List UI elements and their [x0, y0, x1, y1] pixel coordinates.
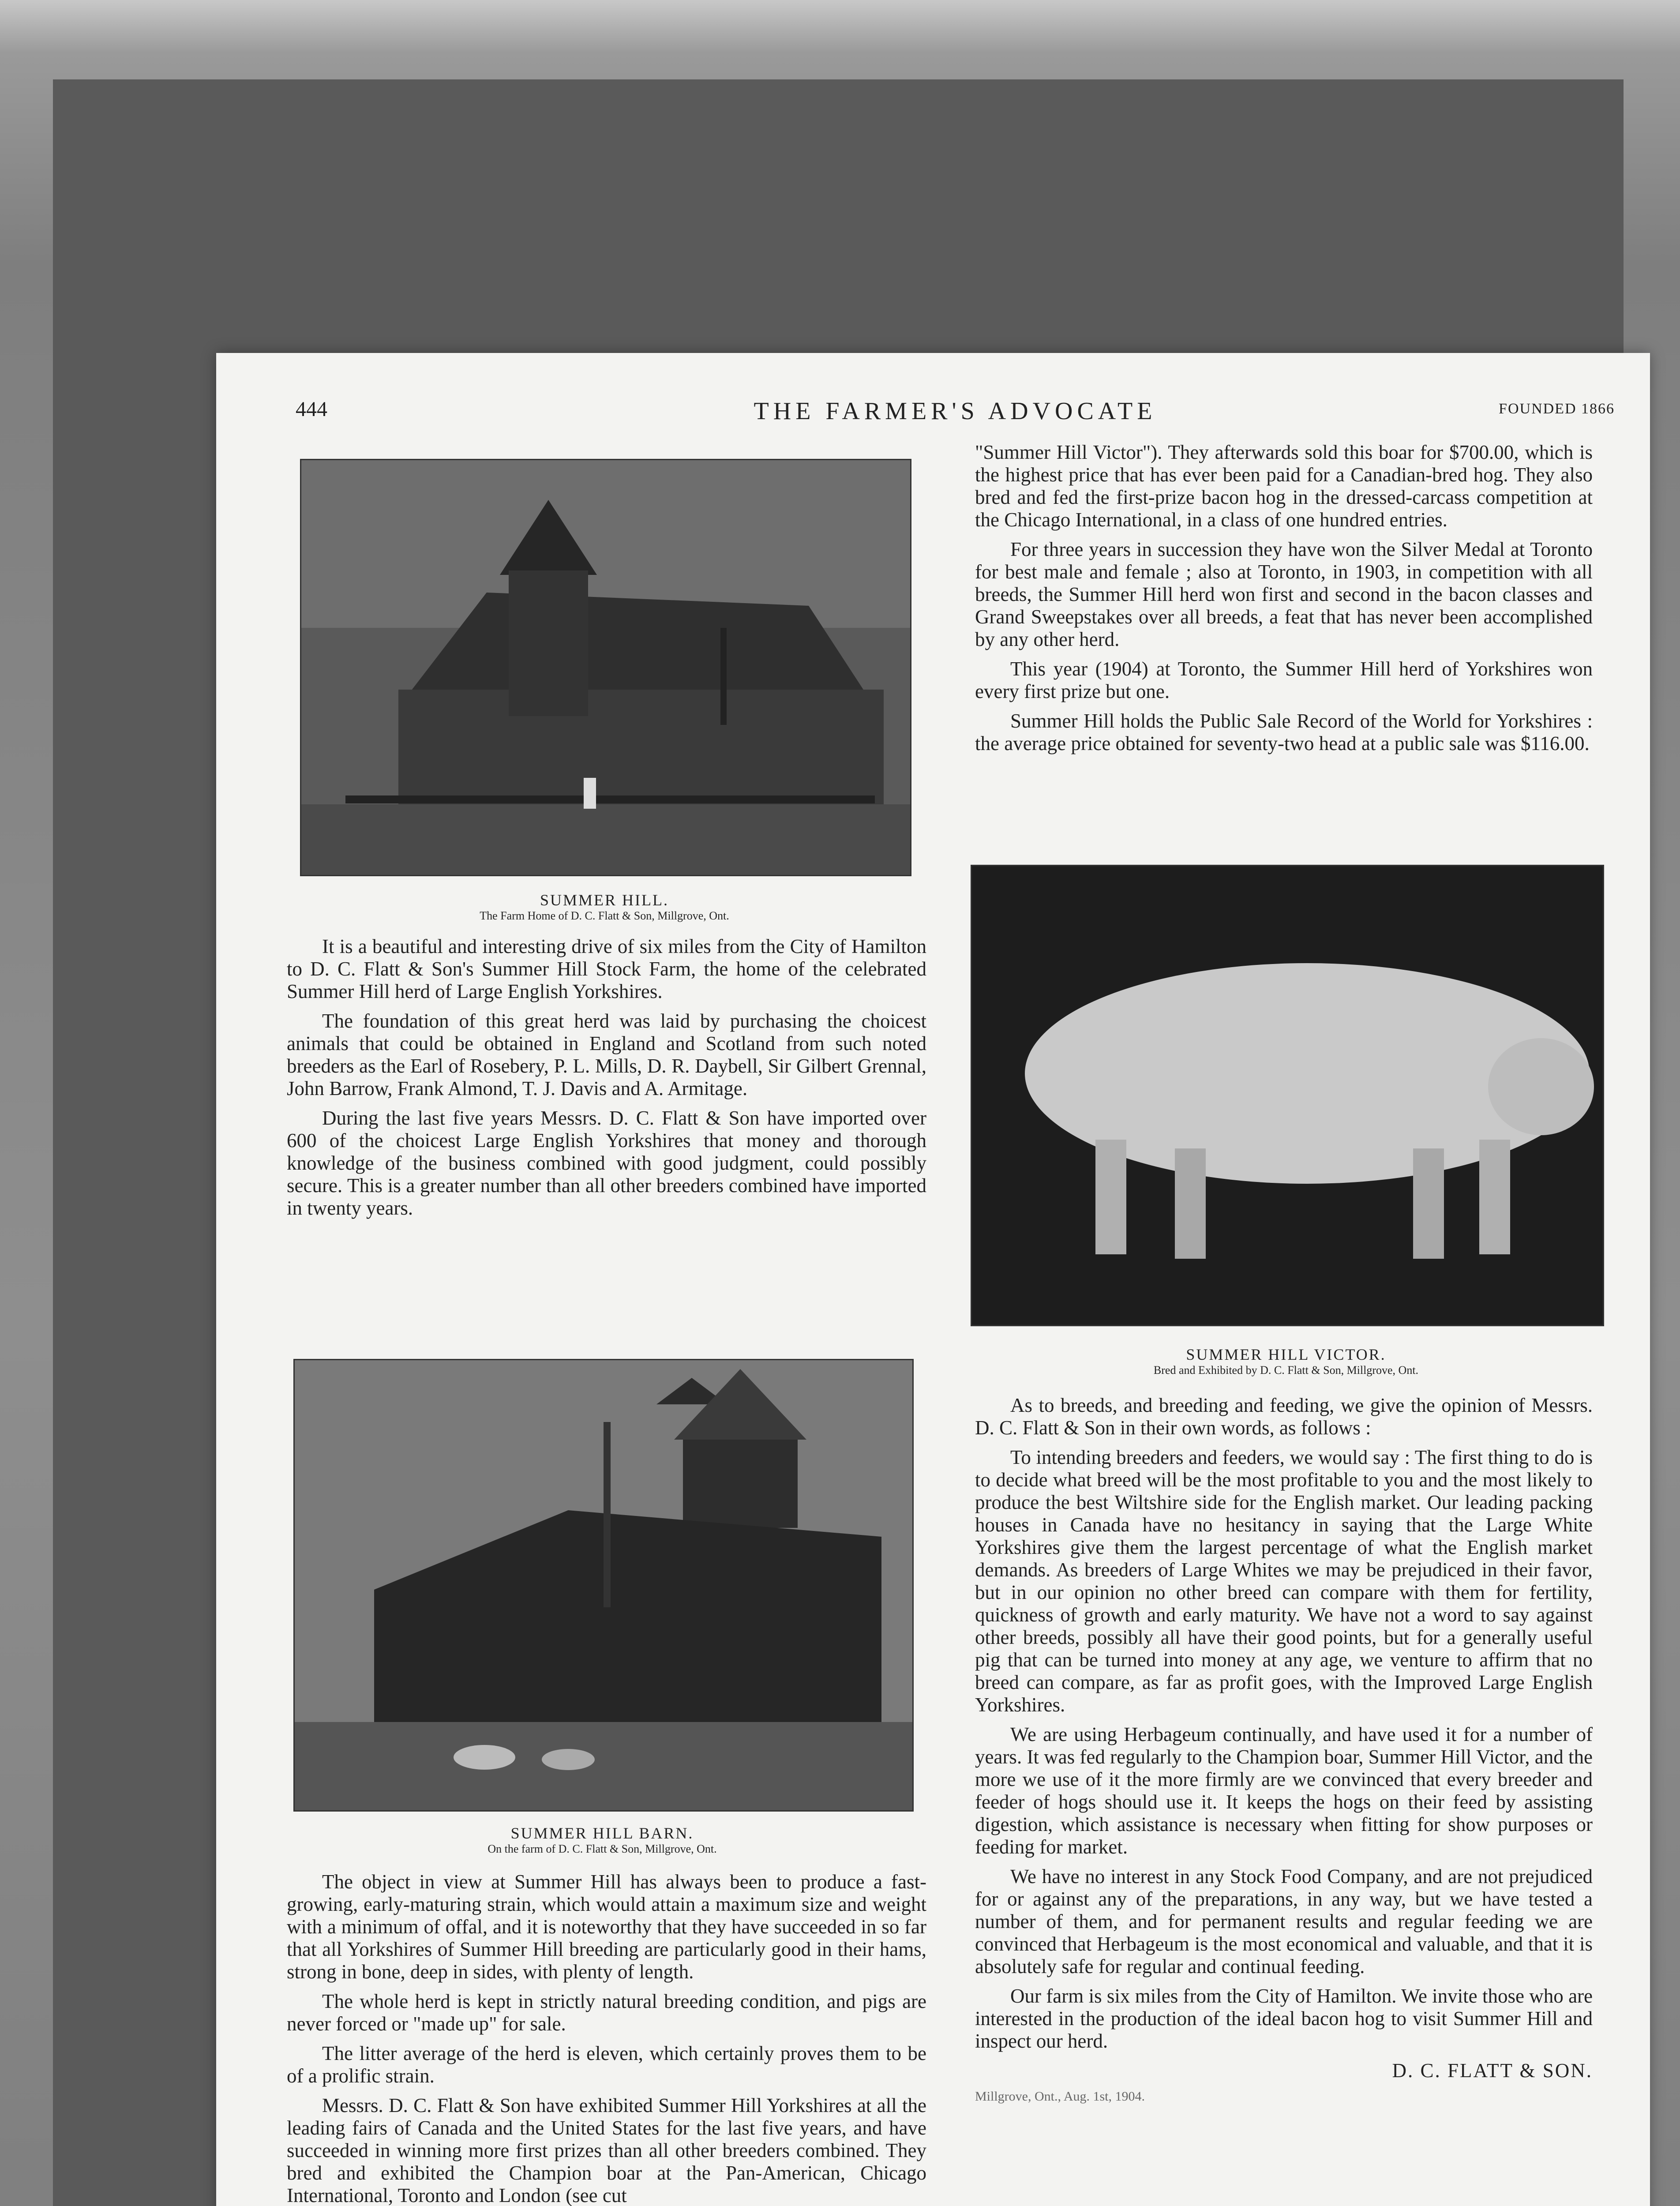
caption-title: SUMMER HILL BARN.: [510, 1824, 694, 1842]
paragraph: To intending breeders and feeders, we would say : The first thing to do is to decide what breed will be the most profitable to you and the most likely to produce the best Wiltshire side for the English market. Our leading packing houses in Canada have no hesitancy in saying that the Large White Yorkshires give them the largest percentage of what the English market demands. As breeders of Large Whites we may be prejudiced in their favor, but in our opinion no other breed can compare with them for fertility, quickness of growth and early maturity. We have not a word to say against other breeds, possibly all have their good points, but for a generally useful pig that can be turned into money at any age, we venture to affirm that no breed can compare, as far as profit goes, with the Improved Large English Yorkshires.: [975, 1446, 1593, 1716]
paragraph: This year (1904) at Toronto, the Summer Hill herd of Yorkshires won every first prize but one.: [975, 658, 1593, 702]
paragraph: Our farm is six miles from the City of Hamilton. We invite those who are interested in the production of the ideal bacon hog to visit Summer Hill and inspect our herd.: [975, 1985, 1593, 2052]
paragraph: The foundation of this great herd was laid by purchasing the choicest animals that could be obtained in England and Scotland from such noted breeders as the Earl of Rosebery, P. L. Mills, D. R. Daybell, Sir Gilbert Grennal, John Barrow, Frank Almond, T. J. Davis and A. Armitage.: [287, 1010, 926, 1099]
paragraph: It is a beautiful and interesting drive of six miles from the City of Hamilton to D. C. Flatt & Son's Summer Hill Stock Farm, the home of the celebrated Summer Hill herd of Large English Yorkshires.: [287, 935, 926, 1002]
farm-house-caption: [300, 891, 909, 923]
paragraph: The whole herd is kept in strictly natural breeding condition, and pigs are never forced or "made up" for sale.: [287, 1990, 926, 2035]
paragraph: For three years in succession they have won the Silver Medal at Toronto for best male and female ; also at Toronto, in 1903, in competition with all breeds, the Summer Hill herd won first and second in the bacon classes and Grand Sweepstakes over all breeds, a feat that has never been accomplished by any other herd.: [975, 538, 1593, 650]
boar-photo: [971, 865, 1604, 1326]
paragraph: Summer Hill holds the Public Sale Record of the World for Yorkshires : the average price obtained for seventy-two head at a public sale was $116.00.: [975, 710, 1593, 754]
signature: D. C. FLATT & SON.: [1392, 2060, 1593, 2082]
paragraph: Messrs. D. C. Flatt & Son have exhibited Summer Hill Yorkshires at all the leading fairs of Canada and the United States for the last five years, and have succeeded in winning more first prizes than all other breeders combined. They bred and exhibited the Champion boar at the Pan-American, Chicago International, Toronto and London (see cut: [287, 2094, 926, 2206]
paragraph: "Summer Hill Victor"). They afterwards sold this boar for $700.00, which is the highest price that has ever been paid for a Canadian-bred hog. They also bred and fed the first-prize bacon hog in the dressed-carcass competition at the Chicago International, in a class of one hundred entries.: [975, 441, 1593, 531]
left-column-top: [287, 935, 926, 1227]
page-header: [296, 397, 1615, 424]
left-column-bottom: [287, 1871, 926, 2206]
caption-title: SUMMER HILL.: [540, 891, 669, 909]
caption-subtitle: The Farm Home of D. C. Flatt & Son, Millgrove, Ont.: [480, 909, 729, 922]
farm-house-photo: [300, 459, 911, 876]
right-column-top: [975, 441, 1593, 762]
paragraph: As to breeds, and breeding and feeding, we give the opinion of Messrs. D. C. Flatt & Son in their own words, as follows :: [975, 1394, 1593, 1439]
caption-subtitle: On the farm of D. C. Flatt & Son, Millgrove, Ont.: [488, 1842, 717, 1855]
paragraph: During the last five years Messrs. D. C. Flatt & Son have imported over 600 of the choicest Large English Yorkshires that money and thorough knowledge of the business combined with good judgment, could possibly secure. This is a greater number than all other breeders combined have imported in twenty years.: [287, 1107, 926, 1219]
paragraph: The litter average of the herd is eleven, which certainly proves them to be of a prolific strain.: [287, 2042, 926, 2087]
founded-label: FOUNDED 1866: [1499, 401, 1615, 417]
boar-caption: [971, 1346, 1601, 1377]
paragraph: We have no interest in any Stock Food Company, and are not prejudiced for or against any of the preparations, in any way, but we have tested a number of them, and for permanent results and regular feeding we are convinced that Herbageum is the most economical and valuable, and that it is absolutely safe for regular and continual feeding.: [975, 1865, 1593, 1977]
dateline: Millgrove, Ont., Aug. 1st, 1904.: [975, 2089, 1145, 2104]
barn-photo: [293, 1359, 914, 1812]
caption-subtitle: Bred and Exhibited by D. C. Flatt & Son, Millgrove, Ont.: [1153, 1364, 1419, 1377]
newspaper-page: [216, 353, 1650, 2206]
caption-title: SUMMER HILL VICTOR.: [1186, 1346, 1386, 1363]
right-column-bottom: [975, 1394, 1593, 2111]
publication-title: THE FARMER'S ADVOCATE: [754, 398, 1157, 425]
paragraph: The object in view at Summer Hill has always been to produce a fast-growing, early-maturing strain, which would attain a maximum size and weight with a minimum of offal, and it is noteworthy that they have succeeded in so far that all Yorkshires of Summer Hill breeding are particularly good in their hams, strong in bone, deep in sides, with plenty of length.: [287, 1871, 926, 1983]
paragraph: We are using Herbageum continually, and have used it for a number of years. It was fed regularly to the Champion boar, Summer Hill Victor, and the more we use of it the more firmly are we convinced that every breeder and feeder of hogs should use it. It keeps the hogs on their feed by assisting digestion, which assistance is necessary when fitting for show purposes or feeding for market.: [975, 1723, 1593, 1858]
barn-caption: [293, 1824, 911, 1856]
page-number: 444: [296, 398, 327, 421]
